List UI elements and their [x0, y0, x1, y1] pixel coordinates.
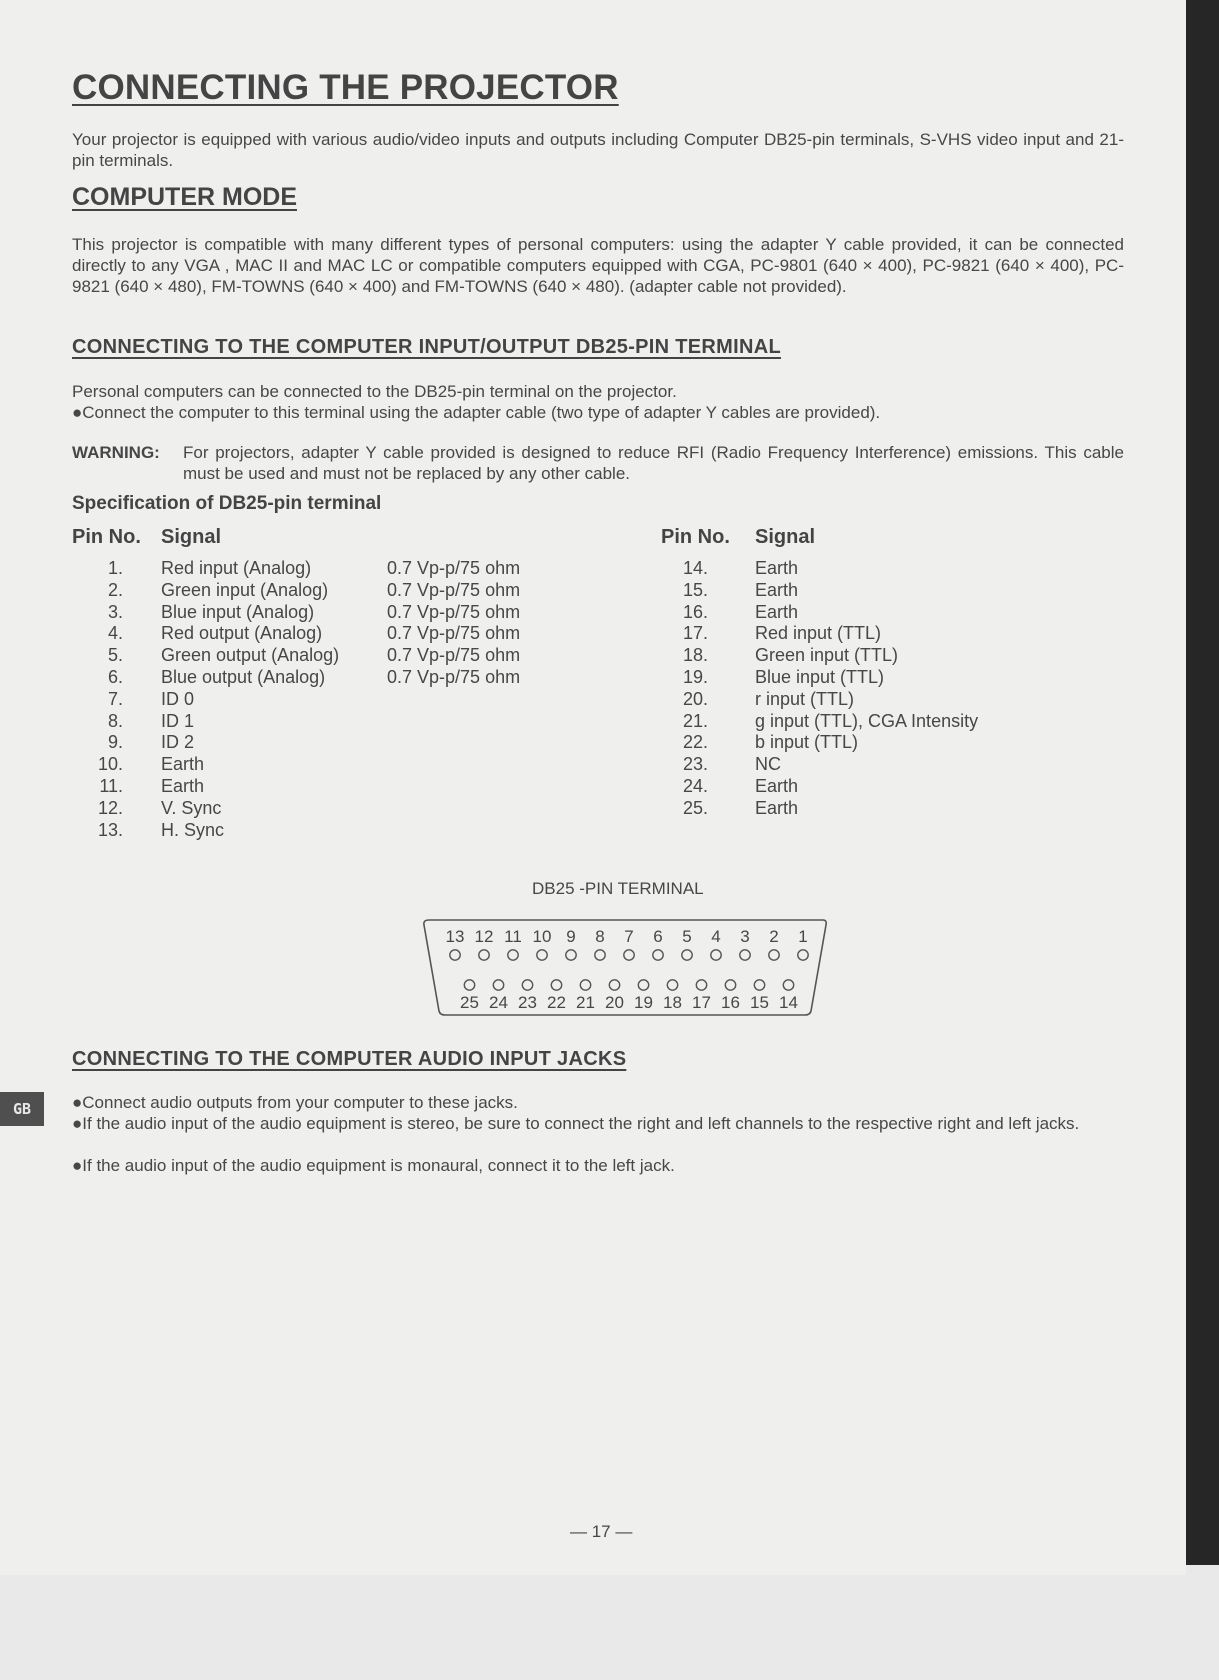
pin-signal: V. Sync [161, 797, 222, 818]
pin-number: 1. [107, 558, 123, 578]
pin-signal: Blue output (Analog) [161, 667, 326, 687]
pin-label: 17 [692, 993, 711, 1012]
pin-label: 14 [779, 993, 798, 1012]
pin-label: 11 [504, 927, 522, 946]
pin-hole [798, 950, 808, 960]
binding-edge [1186, 0, 1219, 1565]
audio-heading: CONNECTING TO THE COMPUTER AUDIO INPUT JACKS [72, 1048, 627, 1070]
pin-number: 19. [682, 667, 708, 687]
pin-label: 7 [624, 927, 634, 946]
pin-label: 25 [460, 993, 479, 1012]
pin-signal: b input (TTL) [755, 732, 859, 753]
pin-number: 15. [682, 579, 708, 600]
pin-number: 13. [97, 819, 123, 840]
pin-label: 2 [769, 927, 779, 946]
db25-bullet: ●Connect the computer to this terminal using the adapter cable (two type of adapter Y cables are provided). [72, 403, 881, 422]
pin-signal: Earth [755, 776, 799, 796]
pin-hole [754, 980, 764, 990]
warning-label: WARNING: [72, 443, 160, 462]
pin-label: 8 [595, 927, 605, 946]
pin-label: 9 [566, 927, 576, 946]
pin-number: 25. [682, 797, 708, 818]
audio-bullet-1: ●Connect audio outputs from your computer to these jacks. [72, 1093, 518, 1112]
bottom-pin-row [460, 980, 798, 1012]
pin-number: 9. [107, 732, 123, 753]
pin-label: 19 [634, 993, 653, 1012]
pin-hole [696, 980, 706, 990]
pin-hole [638, 980, 648, 990]
pin-signal: Earth [161, 776, 205, 796]
spec-heading: Specification of DB25-pin terminal [72, 493, 382, 514]
pin-label: 12 [474, 927, 494, 946]
pin-label: 13 [445, 927, 465, 946]
pin-hole [595, 950, 605, 960]
pin-label: 5 [682, 927, 692, 946]
pin-signal: r input (TTL) [755, 688, 855, 709]
pin-number: 22. [682, 732, 708, 753]
pin-signal: Earth [755, 579, 799, 600]
pin-hole [769, 950, 779, 960]
pin-spec: 0.7 Vp-p/75 ohm [387, 667, 521, 687]
pin-no-header-left: Pin No. [72, 526, 141, 548]
pin-number: 2. [107, 579, 123, 600]
pin-spec: 0.7 Vp-p/75 ohm [387, 601, 521, 622]
db25-heading: CONNECTING TO THE COMPUTER INPUT/OUTPUT DB25-PIN TERMINAL [72, 336, 781, 358]
pin-label: 18 [663, 993, 682, 1012]
pin-signal: Blue input (TTL) [755, 667, 885, 687]
pin-signal: NC [755, 754, 781, 775]
pin-number: 21. [682, 710, 708, 731]
signal-header-left: Signal [161, 526, 222, 548]
pin-signal: Earth [755, 558, 799, 578]
pin-signal: Earth [755, 601, 799, 622]
pin-signal: H. Sync [161, 819, 225, 840]
pin-number: 3. [107, 601, 123, 622]
language-tab: GB [0, 1092, 44, 1126]
pin-spec: 0.7 Vp-p/75 ohm [387, 558, 521, 578]
pin-no-header-right: Pin No. [661, 526, 730, 548]
pin-number: 17. [682, 623, 708, 644]
pin-label: 23 [518, 993, 537, 1012]
pin-number: 5. [107, 645, 123, 666]
computer-mode-heading: COMPUTER MODE [72, 183, 297, 211]
page-number: — 17 — [570, 1522, 633, 1541]
pin-signal: Red input (TTL) [755, 623, 882, 644]
pin-signal: ID 0 [161, 688, 195, 709]
audio-bullet-3: ●If the audio input of the audio equipment is monaural, connect it to the left jack. [72, 1156, 675, 1175]
computer-mode-paragraph: This projector is compatible with many different types of personal computers: using the adapter Y cable provided, it can be connected directly to any VGA , MAC II and MAC LC or compatible computers equipped with CGA, PC-9801 (640 × 400), PC-9821 (640 × 400), PC-9821 (640 × 480), FM-TOWNS (640 × 400) and FM-TOWNS (640 × 480). (adapter cable not provided). [72, 235, 1124, 296]
pin-signal: g input (TTL), CGA Intensity [755, 710, 979, 731]
pin-label: 21 [576, 993, 595, 1012]
pin-number: 16. [682, 601, 708, 622]
pin-hole [740, 950, 750, 960]
pin-number: 14. [682, 558, 708, 578]
pin-label: 3 [740, 927, 750, 946]
pin-hole [711, 950, 721, 960]
pin-label: 24 [489, 993, 508, 1012]
pin-hole [450, 950, 460, 960]
pin-hole [667, 980, 677, 990]
pin-hole [653, 950, 663, 960]
pin-number: 4. [107, 623, 123, 644]
warning-block [72, 442, 1124, 484]
pin-hole [783, 980, 793, 990]
diagram-title: DB25 -PIN TERMINAL [532, 879, 704, 898]
pin-number: 7. [107, 688, 123, 709]
pin-signal: ID 2 [161, 732, 195, 753]
pin-number: 8. [107, 710, 123, 731]
pin-signal: Green input (TTL) [755, 645, 899, 666]
pin-number: 24. [682, 776, 708, 796]
pin-signal: Red input (Analog) [161, 558, 312, 578]
pin-hole [609, 980, 619, 990]
pin-number: 20. [682, 688, 708, 709]
pin-label: 10 [532, 927, 552, 946]
pin-number: 10. [97, 754, 123, 775]
pin-hole [725, 980, 735, 990]
pin-signal: Earth [755, 797, 799, 818]
pin-number: 12. [97, 797, 123, 818]
pin-label: 15 [750, 993, 769, 1012]
audio-bullet-2: ●If the audio input of the audio equipment is stereo, be sure to connect the right and left channels to the respective right and left jacks. [72, 1114, 1080, 1133]
pin-hole [537, 950, 547, 960]
db25-intro-line: Personal computers can be connected to the DB25-pin terminal on the projector. [72, 382, 677, 401]
signal-header-right: Signal [755, 526, 816, 548]
pin-label: 6 [653, 927, 663, 946]
top-pin-row [446, 927, 809, 960]
pin-spec: 0.7 Vp-p/75 ohm [387, 623, 521, 644]
intro-paragraph: Your projector is equipped with various audio/video inputs and outputs including Computer DB25-pin terminals, S-VHS video input and 21-pin terminals. [72, 130, 1124, 170]
pin-hole [682, 950, 692, 960]
page-title: CONNECTING THE PROJECTOR [72, 68, 619, 107]
pin-signal: Red output (Analog) [161, 623, 323, 644]
pin-number: 23. [682, 754, 708, 775]
warning-text: For projectors, adapter Y cable provided is designed to reduce RFI (Radio Frequency Interference) emissions. This cable must be used and must not be replaced by any other cable. [183, 443, 1124, 483]
pin-number: 18. [682, 645, 708, 666]
pin-hole [624, 950, 634, 960]
pin-hole [464, 980, 474, 990]
pin-number: 11. [99, 776, 123, 796]
pin-label: 22 [547, 993, 566, 1012]
pin-signal: ID 1 [161, 710, 195, 731]
pin-signal: Earth [161, 754, 205, 775]
pin-label: 4 [711, 927, 721, 946]
pin-signal: Green input (Analog) [161, 579, 329, 600]
pin-hole [508, 950, 518, 960]
pin-hole [551, 980, 561, 990]
pin-label: 16 [721, 993, 740, 1012]
pin-label: 1 [798, 927, 808, 946]
pin-number: 6. [107, 667, 123, 687]
pin-hole [479, 950, 489, 960]
db25-connector-diagram [420, 915, 830, 1020]
pin-signal: Blue input (Analog) [161, 601, 315, 622]
pin-label: 20 [605, 993, 624, 1012]
pin-hole [493, 980, 503, 990]
pin-hole [522, 980, 532, 990]
pin-signal: Green output (Analog) [161, 645, 340, 666]
pin-spec: 0.7 Vp-p/75 ohm [387, 645, 521, 666]
pin-spec: 0.7 Vp-p/75 ohm [387, 579, 521, 600]
pin-hole [580, 980, 590, 990]
pin-hole [566, 950, 576, 960]
